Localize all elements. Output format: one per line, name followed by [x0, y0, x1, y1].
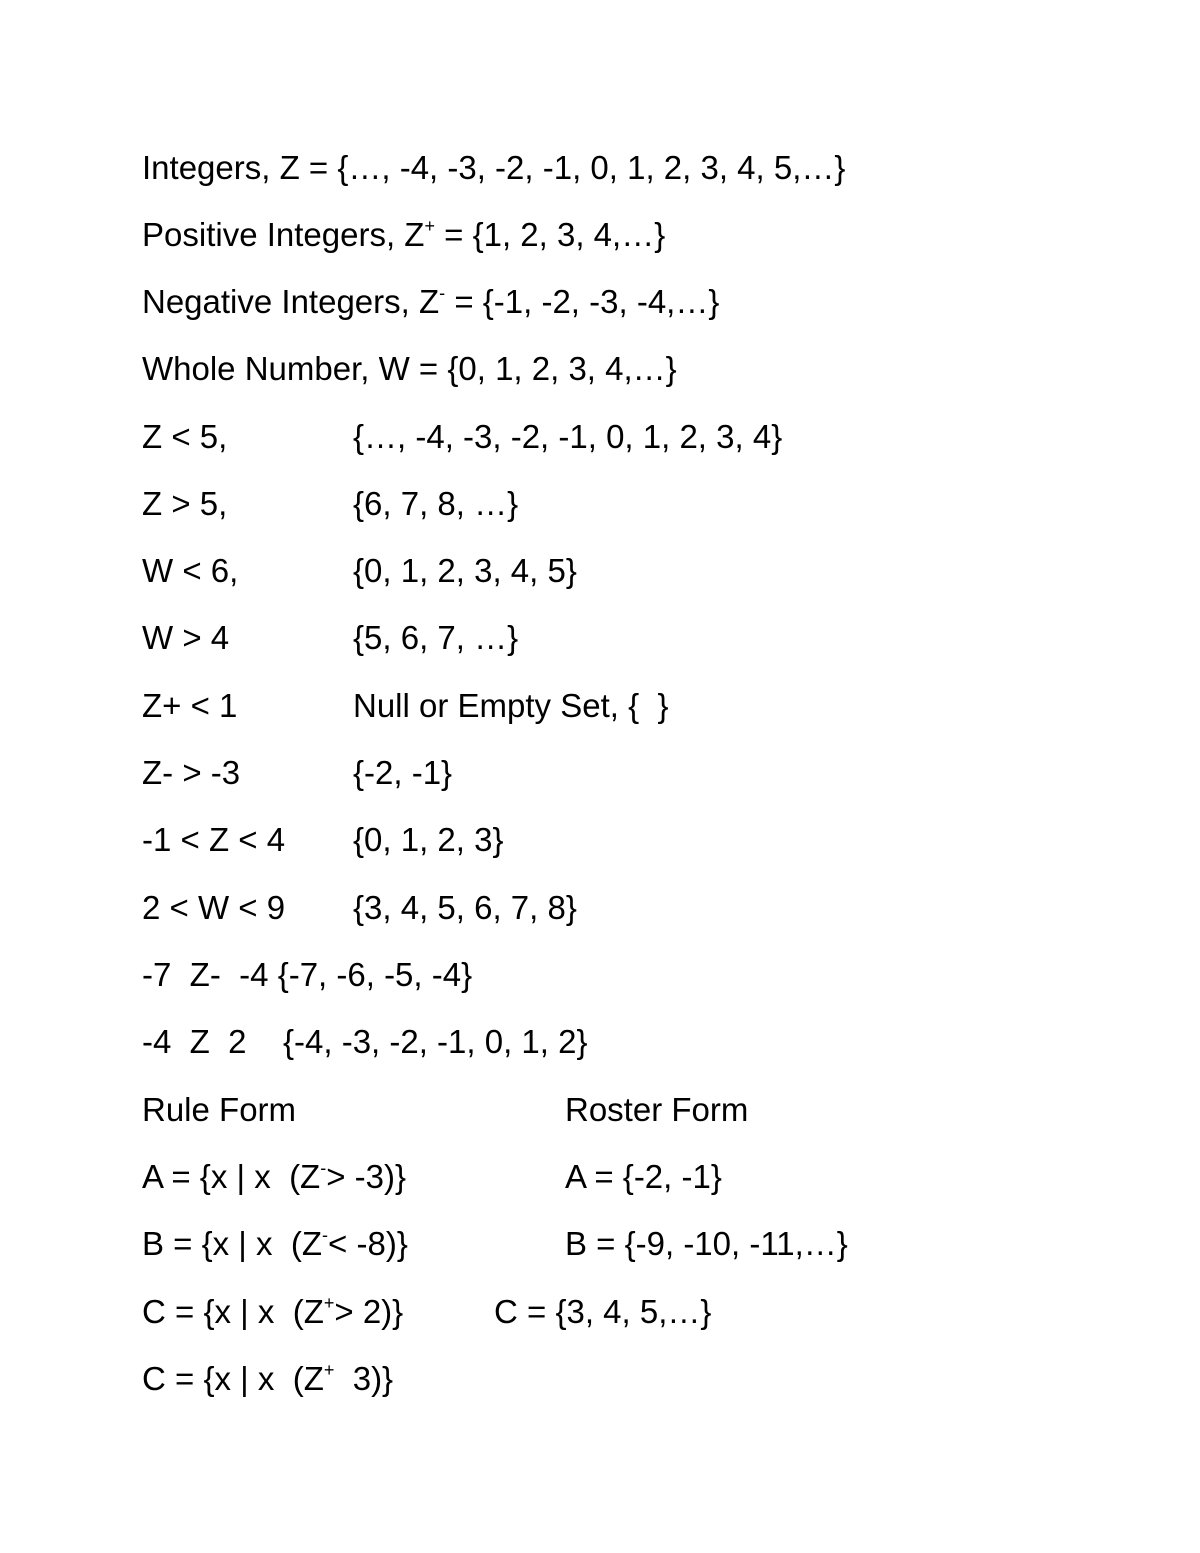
condition-set: {3, 4, 5, 6, 7, 8} — [353, 889, 577, 926]
condition-expression: W < 6, — [142, 552, 239, 589]
inline-set: {-4, -3, -2, -1, 0, 1, 2} — [283, 1023, 588, 1060]
definition-whole-number — [142, 344, 677, 394]
rule-superscript: + — [323, 1360, 335, 1380]
definition-set: = {1, 2, 3, 4,…} — [434, 216, 666, 253]
definition-name: Integers, Z — [142, 149, 300, 186]
condition-expression: 2 < W < 9 — [142, 889, 286, 926]
rule-text: C = {x | x (Z — [142, 1293, 324, 1330]
definition-superscript: - — [439, 283, 446, 303]
inline-expression: -4 Z 2 — [142, 1023, 247, 1060]
definition-integers — [142, 143, 845, 193]
definition-negative-integers — [142, 277, 719, 327]
condition-set: {…, -4, -3, -2, -1, 0, 1, 2, 3, 4} — [353, 418, 783, 455]
condition-expression: Z- > -3 — [142, 754, 241, 791]
definition-superscript: + — [424, 216, 435, 236]
roster-form-heading: Roster Form — [565, 1091, 749, 1128]
definition-name: Negative Integers, Z — [142, 283, 440, 320]
rule-superscript: - — [320, 1158, 327, 1178]
rule-text: > -3)} — [326, 1158, 407, 1195]
roster-form-expression: C = {3, 4, 5,…} — [494, 1293, 712, 1330]
inline-set: {-7, -6, -5, -4} — [277, 956, 473, 993]
definition-positive-integers — [142, 210, 665, 260]
rule-text: < -8)} — [328, 1225, 408, 1262]
condition-expression: -1 < Z < 4 — [142, 821, 286, 858]
rule-form-expression — [142, 1287, 403, 1337]
condition-set: {6, 7, 8, …} — [353, 485, 519, 522]
inline-expression: -7 Z- -4 — [142, 956, 269, 993]
rule-text: > 2)} — [334, 1293, 404, 1330]
roster-form-expression: B = {-9, -10, -11,…} — [565, 1225, 848, 1262]
condition-expression: Z > 5, — [142, 485, 228, 522]
condition-expression: W > 4 — [142, 619, 230, 656]
rule-form-expression — [142, 1152, 406, 1202]
rule-form-heading: Rule Form — [142, 1091, 297, 1128]
definition-set: = {-1, -2, -3, -4,…} — [445, 283, 720, 320]
rule-text: 3)} — [334, 1360, 394, 1397]
rule-text: C = {x | x (Z — [142, 1360, 324, 1397]
definition-name: Positive Integers, Z — [142, 216, 425, 253]
condition-set: {0, 1, 2, 3} — [353, 821, 504, 858]
rule-form-expression — [142, 1354, 393, 1404]
roster-form-expression: A = {-2, -1} — [565, 1158, 722, 1195]
condition-expression: Z < 5, — [142, 418, 228, 455]
rule-superscript: + — [323, 1293, 335, 1313]
condition-set: Null or Empty Set, { } — [353, 687, 669, 724]
condition-expression: Z+ < 1 — [142, 687, 238, 724]
condition-set: {-2, -1} — [353, 754, 453, 791]
condition-set: {5, 6, 7, …} — [353, 619, 519, 656]
rule-text: B = {x | x (Z — [142, 1225, 323, 1262]
rule-text: A = {x | x (Z — [142, 1158, 321, 1195]
definition-set: = {…, -4, -3, -2, -1, 0, 1, 2, 3, 4, 5,…} — [299, 149, 846, 186]
condition-set: {0, 1, 2, 3, 4, 5} — [353, 552, 577, 589]
rule-superscript: - — [322, 1225, 329, 1245]
definition-name: Whole Number, W — [142, 350, 410, 387]
rule-form-expression — [142, 1219, 408, 1269]
definition-set: = {0, 1, 2, 3, 4,…} — [409, 350, 677, 387]
inline-row — [142, 950, 472, 1000]
